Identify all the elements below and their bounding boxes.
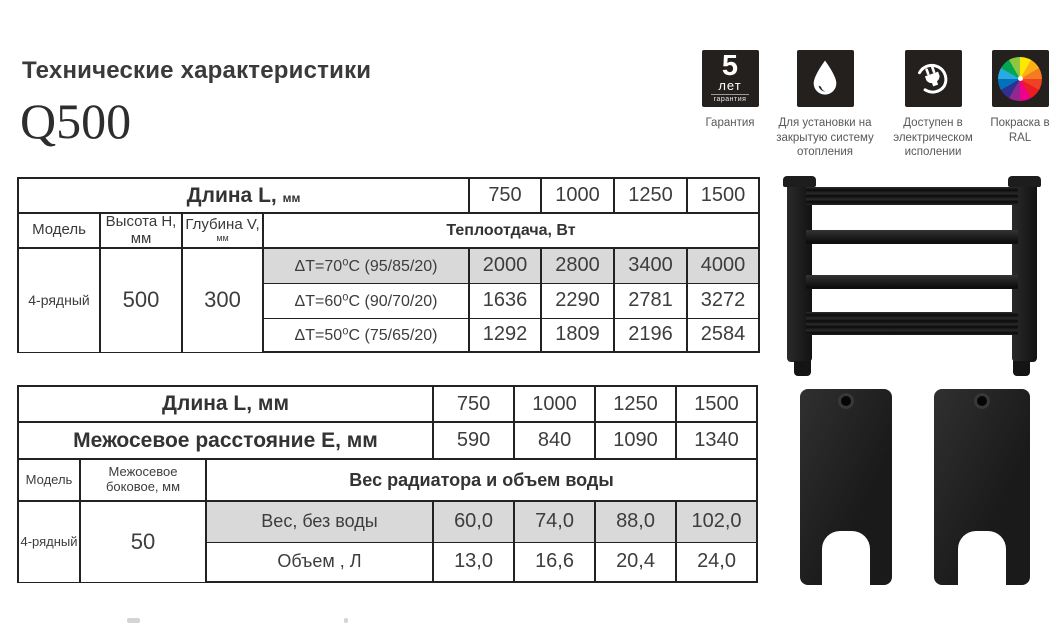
- axial-distance-value: 590: [433, 422, 514, 459]
- table-row: [18, 422, 757, 459]
- feature-electric: [884, 50, 982, 160]
- weight-value: 60,0: [433, 501, 514, 542]
- table-row: [18, 178, 759, 213]
- radiator-right-foot: [1013, 361, 1030, 376]
- warranty-unit: лет: [718, 78, 742, 93]
- model-value: 4-рядный: [18, 248, 100, 352]
- weight-value: 102,0: [676, 501, 757, 542]
- panel-mount-hole: [841, 396, 851, 406]
- side-panel-image: [800, 389, 892, 585]
- heat-value: 3272: [687, 283, 759, 318]
- heat-value: 3400: [614, 248, 687, 283]
- radiator-product-image: [786, 176, 1038, 376]
- length-header-cell: [18, 178, 469, 213]
- length-value: 1500: [687, 178, 759, 213]
- length-value: 1250: [614, 178, 687, 213]
- panel-bottom-cutout: [822, 531, 870, 585]
- page-title: Q500: [20, 93, 132, 149]
- side-axial-line1: Межосевое: [108, 464, 178, 480]
- axial-distance-value: 840: [514, 422, 595, 459]
- feature-warranty: [694, 50, 766, 131]
- weight-volume-header: Вес радиатора и объем воды: [206, 459, 757, 501]
- radiator-bar: [806, 312, 1018, 335]
- heat-value: 2196: [614, 318, 687, 352]
- feature-caption: Покраска в RAL: [990, 117, 1050, 144]
- table-row: [18, 501, 757, 542]
- height-header-line2: мм: [130, 229, 152, 247]
- axial-distance-value: 1340: [676, 422, 757, 459]
- heat-value: 1809: [541, 318, 614, 352]
- weight-value: 88,0: [595, 501, 676, 542]
- heat-value: 2290: [541, 283, 614, 318]
- weight-volume-table: [17, 385, 758, 583]
- heat-value: 1292: [469, 318, 541, 352]
- table-row: [18, 213, 759, 248]
- length-value: 750: [469, 178, 541, 213]
- heat-value: 2781: [614, 283, 687, 318]
- feature-icons-row: [694, 50, 1052, 160]
- length-value: 1500: [676, 386, 757, 422]
- warranty-note: гарантия: [713, 96, 747, 103]
- length-unit: мм: [282, 190, 301, 205]
- heat-value: 2584: [687, 318, 759, 352]
- depth-value: 300: [182, 248, 263, 352]
- depth-header-line2: мм: [216, 232, 229, 243]
- heat-value: 2000: [469, 248, 541, 283]
- length-value: 1000: [514, 386, 595, 422]
- table-row: [18, 459, 757, 501]
- radiator-bar: [806, 187, 1018, 205]
- panel-mount-hole: [977, 396, 987, 406]
- delta-t-label: ΔT=50⁰C (75/65/20): [263, 318, 469, 352]
- heat-value: 2800: [541, 248, 614, 283]
- model-value: 4-рядный: [18, 501, 80, 582]
- cutoff-text-remnant: [127, 618, 140, 623]
- radiator-left-foot: [794, 361, 811, 376]
- feature-caption: Доступен в электрическом исполении: [893, 117, 973, 159]
- axial-distance-value: 1090: [595, 422, 676, 459]
- ral-color-wheel-icon: [992, 50, 1049, 107]
- delta-t-label: ΔT=70⁰C (95/85/20): [263, 248, 469, 283]
- table-row: [18, 386, 757, 422]
- model-column-header: Модель: [18, 459, 80, 501]
- side-panel-image: [934, 389, 1030, 585]
- height-value: 500: [100, 248, 182, 352]
- length-value: 1000: [541, 178, 614, 213]
- model-column-header: Модель: [18, 213, 100, 248]
- weight-row-label: Вес, без воды: [206, 501, 433, 542]
- page-subtitle: Технические характеристики: [22, 57, 372, 84]
- radiator-bar: [806, 230, 1018, 244]
- heat-output-table: [17, 177, 760, 353]
- warranty-number: 5: [721, 50, 739, 82]
- side-axial-line2: боковое, мм: [105, 479, 181, 494]
- warranty-5-years-icon: [702, 50, 759, 107]
- color-wheel: [998, 57, 1042, 101]
- volume-row-label: Объем , Л: [206, 542, 433, 582]
- length-label: Длина L,: [186, 183, 277, 207]
- feature-ral: [988, 50, 1052, 145]
- volume-value: 16,6: [514, 542, 595, 582]
- heat-output-header: Теплоотдача, Вт: [263, 213, 759, 248]
- cutoff-text-remnant: [344, 618, 348, 623]
- volume-value: 24,0: [676, 542, 757, 582]
- length-value: 1250: [595, 386, 676, 422]
- droplet-icon: [797, 50, 854, 107]
- table-row: [18, 248, 759, 283]
- radiator-bar: [806, 275, 1018, 289]
- heat-value: 1636: [469, 283, 541, 318]
- feature-closed-system: [772, 50, 878, 160]
- heat-value: 4000: [687, 248, 759, 283]
- side-axial-column-header: [80, 459, 206, 501]
- axial-distance-header: Межосевое расстояние Е, мм: [18, 422, 433, 459]
- height-column-header: [100, 213, 182, 248]
- warranty-divider: [711, 94, 749, 95]
- length-value: 750: [433, 386, 514, 422]
- side-axial-value: 50: [80, 501, 206, 582]
- length-header-cell: Длина L, мм: [18, 386, 433, 422]
- depth-header-line1: Глубина V,: [185, 216, 260, 234]
- plug-icon: [905, 50, 962, 107]
- delta-t-label: ΔT=60⁰C (90/70/20): [263, 283, 469, 318]
- feature-caption: Гарантия: [705, 117, 755, 129]
- panel-bottom-cutout: [958, 531, 1006, 585]
- weight-value: 74,0: [514, 501, 595, 542]
- volume-value: 13,0: [433, 542, 514, 582]
- volume-value: 20,4: [595, 542, 676, 582]
- height-header-line1: Высота H,: [105, 213, 177, 230]
- feature-caption: Для установки на закрытую систему отопления: [776, 117, 874, 159]
- depth-column-header: [182, 213, 263, 248]
